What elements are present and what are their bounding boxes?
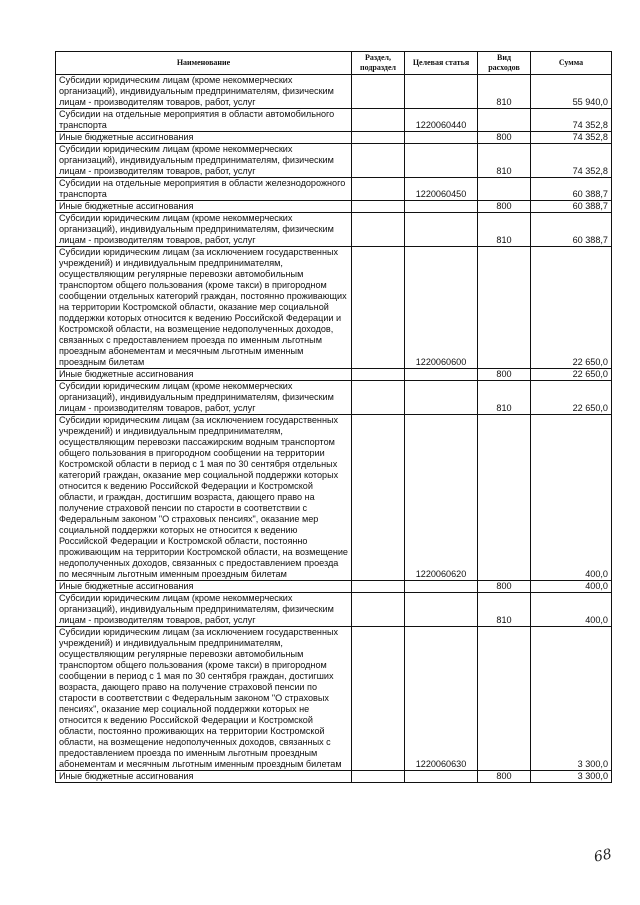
- cell-target: [405, 75, 478, 109]
- cell-name: Субсидии юридическим лицам (за исключением государственных учреждений) и индивидуальным предпринимателям, осуществляющим регулярные перевозки автомобильным транспортом общего пользования (кроме такси) в пригородном сообщении отдельных категорий граждан, постоянно проживающих на территории Костромской области, оказание мер социальной поддержки которых относится к ведению Российской Федерации и Костромской области, на возмещение недополученных доходов, связанных с предоставлением проезда по именным льготным проездным абонементам и месячным льготным именным проездным билетам: [56, 247, 352, 369]
- cell-target: [405, 581, 478, 593]
- cell-target: 1220060600: [405, 247, 478, 369]
- cell-target: [405, 369, 478, 381]
- cell-type: 800: [478, 771, 531, 783]
- page-number: 68: [592, 846, 614, 866]
- cell-name: Субсидии юридическим лицам (за исключением государственных учреждений) и индивидуальным предпринимателям, осуществляющим перевозки пассажирским водным транспортом общего пользования в пригородном сообщении на территории Костромской области в период с 1 мая по 30 сентября отдельных категорий граждан, оказание мер социальной поддержки которых относится к ведению Российской Федерации и Костромской области, и граждан, достигшим возраста, дающего право на получение страховой пенсии по старости в соответствии с Федеральным законом "О страховых пенсиях", оказание мер социальной поддержки которых не относится к ведению Российской Федерации и Костромской области, постоянно проживающим на территории Костромской области, на возмещение недополученных доходов, связанных с предоставлением проезда по месячным льготным именным проездным билетам: [56, 415, 352, 581]
- table-row: [56, 627, 612, 771]
- cell-type: 810: [478, 593, 531, 627]
- cell-section: [352, 213, 405, 247]
- table-row: [56, 593, 612, 627]
- cell-sum: 55 940,0: [531, 75, 612, 109]
- cell-sum: 60 388,7: [531, 178, 612, 201]
- header-name: Наименование: [56, 52, 352, 75]
- cell-sum: 22 650,0: [531, 381, 612, 415]
- cell-section: [352, 369, 405, 381]
- cell-sum: 400,0: [531, 415, 612, 581]
- table-row: [56, 75, 612, 109]
- table-row: [56, 771, 612, 783]
- cell-sum: 74 352,8: [531, 132, 612, 144]
- table-row: [56, 178, 612, 201]
- cell-type: 800: [478, 369, 531, 381]
- table-header-row: [56, 52, 612, 75]
- cell-name: Субсидии юридическим лицам (кроме некоммерческих организаций), индивидуальным предпринимателям, физическим лицам - производителям товаров, работ, услуг: [56, 593, 352, 627]
- cell-target: 1220060620: [405, 415, 478, 581]
- cell-target: [405, 381, 478, 415]
- cell-type: [478, 415, 531, 581]
- cell-type: 800: [478, 132, 531, 144]
- cell-sum: 22 650,0: [531, 247, 612, 369]
- cell-name: Иные бюджетные ассигнования: [56, 771, 352, 783]
- cell-name: Субсидии юридическим лицам (за исключением государственных учреждений) и индивидуальным предпринимателям, осуществляющим регулярные перевозки автомобильным транспортом общего пользования (кроме такси) в пригородном сообщении в период с 1 мая по 30 сентября граждан, достигших возраста, дающего право на получение страховой пенсии по старости в соответствии с Федеральным законом "О страховых пенсиях", оказание мер социальной поддержки которых не относится к ведению Российской Федерации и Костромской области, постоянно проживающих на территории Костромской области, на возмещение недополученных доходов, связанных с предоставлением проезда по именным льготным проездным абонементам и месячным льготным именным проездным билетам: [56, 627, 352, 771]
- table-row: [56, 247, 612, 369]
- table-row: [56, 369, 612, 381]
- header-sum: Сумма: [531, 52, 612, 75]
- cell-name: Иные бюджетные ассигнования: [56, 581, 352, 593]
- cell-section: [352, 627, 405, 771]
- cell-sum: 22 650,0: [531, 369, 612, 381]
- table-row: [56, 144, 612, 178]
- budget-table: [55, 51, 612, 783]
- cell-type: 810: [478, 213, 531, 247]
- cell-type: 800: [478, 581, 531, 593]
- cell-target: [405, 593, 478, 627]
- cell-target: [405, 213, 478, 247]
- cell-sum: 3 300,0: [531, 627, 612, 771]
- cell-type: 800: [478, 201, 531, 213]
- cell-section: [352, 178, 405, 201]
- cell-name: Субсидии юридическим лицам (кроме некоммерческих организаций), индивидуальным предпринимателям, физическим лицам - производителям товаров, работ, услуг: [56, 75, 352, 109]
- table-row: [56, 132, 612, 144]
- cell-name: Субсидии на отдельные мероприятия в области железнодорожного транспорта: [56, 178, 352, 201]
- cell-target: 1220060440: [405, 109, 478, 132]
- cell-target: [405, 132, 478, 144]
- cell-type: [478, 178, 531, 201]
- header-section: Раздел, подраздел: [352, 52, 405, 75]
- cell-target: [405, 771, 478, 783]
- cell-sum: 400,0: [531, 581, 612, 593]
- cell-type: 810: [478, 75, 531, 109]
- cell-target: [405, 201, 478, 213]
- cell-sum: 400,0: [531, 593, 612, 627]
- cell-name: Субсидии юридическим лицам (кроме некоммерческих организаций), индивидуальным предпринимателям, физическим лицам - производителям товаров, работ, услуг: [56, 381, 352, 415]
- table-row: [56, 213, 612, 247]
- header-type: Вид расходов: [478, 52, 531, 75]
- cell-section: [352, 771, 405, 783]
- cell-type: 810: [478, 144, 531, 178]
- cell-name: Иные бюджетные ассигнования: [56, 132, 352, 144]
- cell-sum: 74 352,8: [531, 109, 612, 132]
- cell-type: [478, 109, 531, 132]
- cell-name: Субсидии юридическим лицам (кроме некоммерческих организаций), индивидуальным предпринимателям, физическим лицам - производителям товаров, работ, услуг: [56, 213, 352, 247]
- cell-section: [352, 75, 405, 109]
- cell-section: [352, 381, 405, 415]
- cell-sum: 60 388,7: [531, 213, 612, 247]
- cell-type: 810: [478, 381, 531, 415]
- header-target: Целевая статья: [405, 52, 478, 75]
- table-row: [56, 201, 612, 213]
- table-row: [56, 581, 612, 593]
- cell-name: Субсидии на отдельные мероприятия в области автомобильного транспорта: [56, 109, 352, 132]
- cell-sum: 60 388,7: [531, 201, 612, 213]
- cell-section: [352, 581, 405, 593]
- cell-type: [478, 247, 531, 369]
- cell-sum: 3 300,0: [531, 771, 612, 783]
- cell-name: Иные бюджетные ассигнования: [56, 201, 352, 213]
- cell-name: Субсидии юридическим лицам (кроме некоммерческих организаций), индивидуальным предпринимателям, физическим лицам - производителям товаров, работ, услуг: [56, 144, 352, 178]
- cell-section: [352, 415, 405, 581]
- cell-section: [352, 201, 405, 213]
- cell-section: [352, 144, 405, 178]
- cell-section: [352, 593, 405, 627]
- cell-section: [352, 109, 405, 132]
- cell-target: 1220060450: [405, 178, 478, 201]
- table-row: [56, 415, 612, 581]
- cell-name: Иные бюджетные ассигнования: [56, 369, 352, 381]
- cell-target: 1220060630: [405, 627, 478, 771]
- cell-section: [352, 132, 405, 144]
- cell-target: [405, 144, 478, 178]
- cell-sum: 74 352,8: [531, 144, 612, 178]
- table-row: [56, 381, 612, 415]
- cell-type: [478, 627, 531, 771]
- cell-section: [352, 247, 405, 369]
- table-row: [56, 109, 612, 132]
